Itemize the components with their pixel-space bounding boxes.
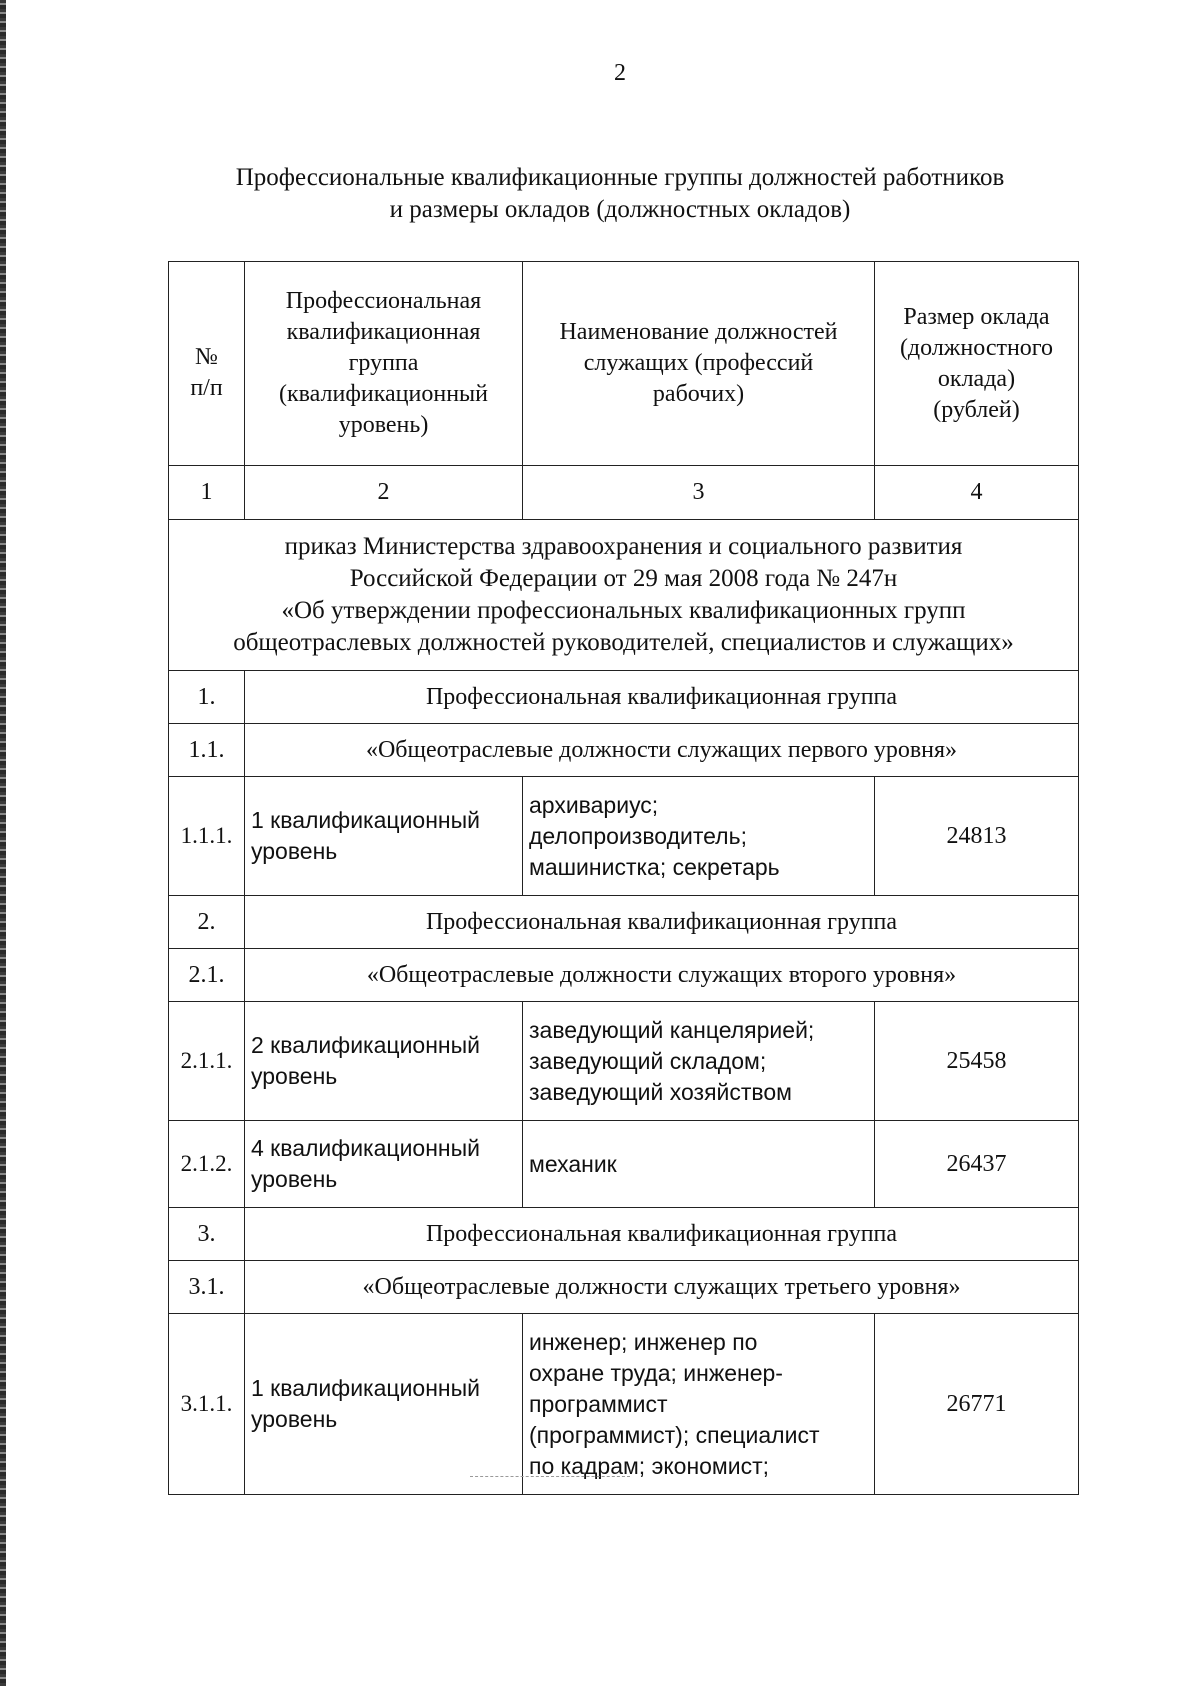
table-header-row bbox=[169, 262, 1079, 466]
level-name-line: 2 квалификационный bbox=[251, 1032, 480, 1058]
section-row bbox=[169, 949, 1079, 1002]
level-name-line: уровень bbox=[251, 1166, 338, 1192]
order-line: Российской Федерации от 29 мая 2008 года № 247н bbox=[349, 565, 898, 592]
level-salary: 26771 bbox=[875, 1314, 1079, 1495]
header-positions-line: Наименование должностей bbox=[559, 319, 838, 345]
position-line: (программист); специалист bbox=[529, 1421, 820, 1448]
column-number: 2 bbox=[245, 466, 523, 520]
order-line: приказ Министерства здравоохранения и социального развития bbox=[284, 533, 963, 560]
level-name bbox=[245, 1002, 523, 1121]
header-salary-line: (должностного bbox=[899, 334, 1054, 361]
header-salary-line: (рублей) bbox=[933, 396, 1020, 423]
section-row bbox=[169, 1208, 1079, 1261]
level-name-line: уровень bbox=[251, 1406, 338, 1432]
level-positions bbox=[523, 777, 875, 896]
title-line-1: Профессиональные квалификационные группы должностей работников bbox=[235, 164, 1005, 191]
level-code: 3.1.1. bbox=[169, 1314, 245, 1495]
header-number-line: п/п bbox=[190, 374, 223, 401]
order-line: «Об утверждении профессиональных квалификационных групп bbox=[281, 597, 966, 624]
section-label: Профессиональная квалификационная группа bbox=[245, 671, 1079, 724]
section-label: Профессиональная квалификационная группа bbox=[245, 896, 1079, 949]
position-line: охране труда; инженер- bbox=[529, 1359, 783, 1386]
level-positions bbox=[523, 1121, 875, 1208]
section-label: «Общеотраслевые должности служащих третьего уровня» bbox=[245, 1261, 1079, 1314]
level-salary: 26437 bbox=[875, 1121, 1079, 1208]
level-name-line: 4 квалификационный bbox=[251, 1135, 480, 1161]
level-code: 2.1.1. bbox=[169, 1002, 245, 1121]
section-row bbox=[169, 1261, 1079, 1314]
order-row bbox=[169, 520, 1079, 671]
level-name-line: уровень bbox=[251, 838, 338, 864]
section-code: 1. bbox=[169, 671, 245, 724]
column-number: 4 bbox=[875, 466, 1079, 520]
level-code: 2.1.2. bbox=[169, 1121, 245, 1208]
header-positions-line: рабочих) bbox=[652, 381, 745, 407]
level-name bbox=[245, 1121, 523, 1208]
position-line: программист bbox=[529, 1390, 668, 1417]
position-line: заведующий складом; bbox=[529, 1047, 767, 1074]
position-line: делопроизводитель; bbox=[529, 822, 747, 849]
level-positions bbox=[523, 1002, 875, 1121]
section-code: 3.1. bbox=[169, 1261, 245, 1314]
title-line-2: и размеры окладов (должностных окладов) bbox=[389, 196, 851, 223]
section-row bbox=[169, 724, 1079, 777]
position-line: механик bbox=[529, 1150, 617, 1177]
section-label: «Общеотраслевые должности служащих первого уровня» bbox=[245, 724, 1079, 777]
header-group-line: (квалификационный bbox=[278, 381, 489, 407]
level-row bbox=[169, 1121, 1079, 1208]
section-code: 1.1. bbox=[169, 724, 245, 777]
position-line: по кадрам; экономист; bbox=[529, 1452, 770, 1479]
level-name bbox=[245, 1314, 523, 1495]
header-group-line: уровень) bbox=[338, 412, 429, 438]
column-number-row bbox=[169, 466, 1079, 520]
level-positions bbox=[523, 1314, 875, 1495]
header-salary bbox=[875, 262, 1079, 466]
section-label: Профессиональная квалификационная группа bbox=[245, 1208, 1079, 1261]
order-text bbox=[169, 520, 1079, 671]
column-number: 1 bbox=[169, 466, 245, 520]
level-row bbox=[169, 777, 1079, 896]
header-number-line: № bbox=[195, 343, 218, 370]
section-row bbox=[169, 671, 1079, 724]
section-row bbox=[169, 896, 1079, 949]
header-group-line: квалификационная bbox=[286, 319, 481, 345]
level-salary: 25458 bbox=[875, 1002, 1079, 1121]
section-label: «Общеотраслевые должности служащих второго уровня» bbox=[245, 949, 1079, 1002]
order-line: общеотраслевых должностей руководителей, специалистов и служащих» bbox=[233, 629, 1014, 656]
level-row bbox=[169, 1314, 1079, 1495]
header-salary-line: оклада) bbox=[937, 365, 1016, 392]
header-group-line: Профессиональная bbox=[285, 288, 482, 314]
section-code: 2. bbox=[169, 896, 245, 949]
scan-edge-artifact bbox=[0, 0, 6, 1686]
level-row bbox=[169, 1002, 1079, 1121]
level-name-line: 1 квалификационный bbox=[251, 807, 480, 833]
header-group-line: группа bbox=[348, 350, 419, 376]
position-line: машинистка; секретарь bbox=[529, 853, 780, 880]
level-name bbox=[245, 777, 523, 896]
section-code: 3. bbox=[169, 1208, 245, 1261]
column-number: 3 bbox=[523, 466, 875, 520]
page-number: 2 bbox=[614, 60, 626, 86]
level-name-line: 1 квалификационный bbox=[251, 1375, 480, 1401]
cut-line-artifact bbox=[470, 1476, 630, 1477]
position-line: заведующий канцелярией; bbox=[529, 1016, 815, 1043]
salary-table bbox=[168, 261, 1079, 1495]
position-line: заведующий хозяйством bbox=[529, 1078, 792, 1105]
level-name-line: уровень bbox=[251, 1063, 338, 1089]
position-line: архивариус; bbox=[529, 791, 659, 818]
document-title bbox=[160, 162, 1080, 226]
level-salary: 24813 bbox=[875, 777, 1079, 896]
header-group bbox=[245, 262, 523, 466]
header-positions bbox=[523, 262, 875, 466]
position-line: инженер; инженер по bbox=[529, 1328, 758, 1355]
header-number bbox=[169, 262, 245, 466]
header-salary-line: Размер оклада bbox=[903, 303, 1050, 330]
section-code: 2.1. bbox=[169, 949, 245, 1002]
level-code: 1.1.1. bbox=[169, 777, 245, 896]
header-positions-line: служащих (профессий bbox=[583, 350, 814, 376]
